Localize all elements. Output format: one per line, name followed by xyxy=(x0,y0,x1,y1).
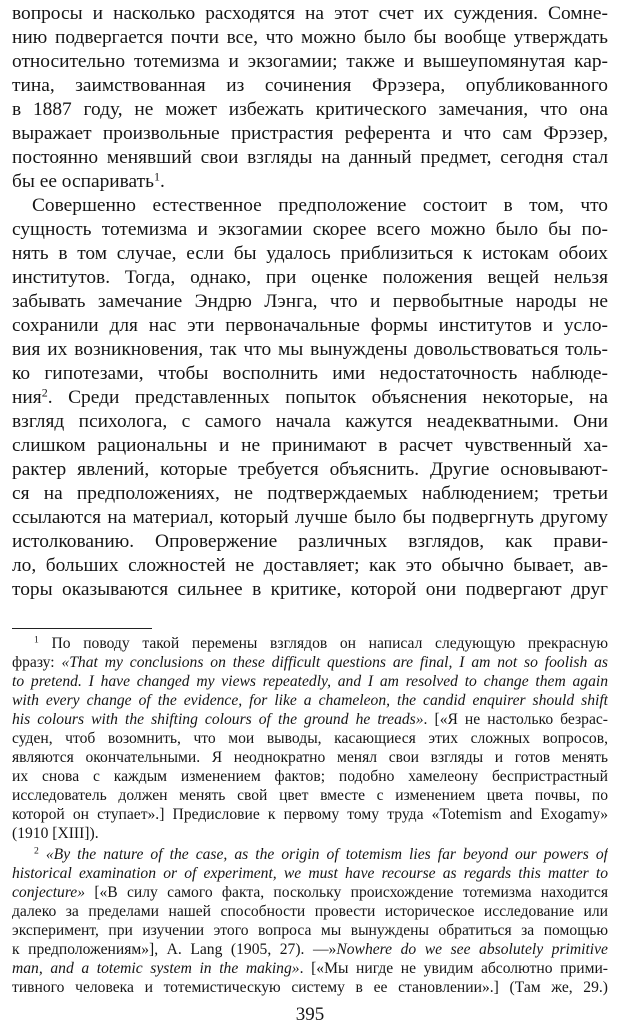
text-line: сущность тотемизма и экзогамии скорее всего можно было бы по- xyxy=(12,219,608,240)
footnote-2-line xyxy=(12,883,608,902)
text-line xyxy=(12,386,608,410)
text-fragment: бы ее оспаривать xyxy=(12,171,154,192)
footnote-2-line xyxy=(12,845,608,864)
text-line: слишком рациональны и не принимают в расчет чувственный ха- xyxy=(12,435,608,456)
footnote-marker: 1 xyxy=(34,634,39,646)
text-line: сохранили для нас эти первоначальные формы институтов и усло- xyxy=(12,315,608,336)
text-line: забывать замечание Эндрю Лэнга, что и первобытные народы не xyxy=(12,291,608,312)
text-fragment: к предположениям»], A. Lang (1905, 27). —» xyxy=(12,941,337,958)
text-line: нять в том случае, если бы удалось приблизиться к истокам обоих xyxy=(12,243,608,264)
footnote-1-line: их снова с каждым изменением фактов; подобно хамелеону беспристрастный xyxy=(12,768,608,785)
footnote-1-line: являются окончательными. Я неоднократно менял свои взгляды и готов менять xyxy=(12,749,608,766)
text-line: вопросы и насколько расходятся на этот счет их суждения. Сомне- xyxy=(12,3,608,24)
text-line: торы оказываются сильнее в критике, которой они подвергают друг xyxy=(12,579,608,600)
text-line: институтов. Тогда, однако, при оценке положения вещей нельзя xyxy=(12,267,608,288)
text-fragment: фразу: xyxy=(12,654,62,671)
text-line: ся на предположениях, не подтверждаемых наблюдением; третьи xyxy=(12,483,608,504)
footnote-1-line xyxy=(12,653,608,672)
footnote-2-line xyxy=(12,959,608,978)
footnote-ref-1[interactable]: 1 xyxy=(153,170,160,184)
text-line: ссылаются на материал, который лучше было бы подвергнуть другому xyxy=(12,507,608,528)
footnote-1-line: которой он ступает».] Предисловие к первому тому труда «Totemism and Exogamy» xyxy=(12,806,608,823)
footnote-marker: 2 xyxy=(34,845,39,857)
text-line: вия их возникновения, так что мы вынуждены довольствоваться толь- xyxy=(12,339,608,360)
text-fragment: . Среди представленных попыток объяснения некоторые, на xyxy=(47,387,608,408)
quote-fragment: «That my conclusions on these difficult questions are final, I am not so foolish as xyxy=(61,654,608,671)
footnote-ref-2[interactable]: 2 xyxy=(41,386,48,400)
text-fragment: [«В силу самого факта, поскольку происхождение тотемизма находится xyxy=(85,884,608,901)
text-line: ко гипотезами, чтобы восполнить ими недостаточность наблюде- xyxy=(12,363,608,384)
text-line: взгляд психолога, с самого начала кажутся неадекватными. Они xyxy=(12,411,608,432)
text-line xyxy=(12,170,608,194)
quote-fragment: Nowhere do we see absolutely primitive xyxy=(336,941,608,958)
text-fragment: По поводу такой перемены взглядов он написал следующую прекрасную xyxy=(51,635,608,652)
footnote-2-line xyxy=(12,940,608,959)
footnote-2-line: далеко за пределами нашей способности провести историческое исследование или xyxy=(12,903,608,920)
text-line: выражает произвольные пристрастия референта и что сам Фрэзер, xyxy=(12,123,608,144)
quote-fragment: his colours with the shifting colours of the ground he treads» xyxy=(12,711,424,728)
page-number: 395 xyxy=(295,1004,325,1025)
text-fragment: . [«Мы нигде не увидим абсолютно прими- xyxy=(299,960,608,977)
text-line: истолкованию. Опровержение различных взглядов, как прави- xyxy=(12,531,608,552)
footnote-1-line: to pretend. I have changed my views repeatedly, and I am resolved to change them again xyxy=(12,673,608,690)
footnote-2-line: historical examination or of experiment, we must have recourse as regards this matter to xyxy=(12,865,608,882)
footnote-1-line: with every change of the evidence, for like a chameleon, the candid enquirer should shift xyxy=(12,692,608,709)
footnote-2-line: тивного человека и тотемистическую систему в ее становлении».] (Там же, 29.) xyxy=(12,979,608,996)
text-fragment: . [«Я не настолько безрас- xyxy=(423,711,608,728)
text-line: тина, заимствованная из сочинения Фрэзера, опубликованного xyxy=(12,75,608,96)
footnote-1-line: исследователь должен менять свой цвет вместе с изменением цвета почвы, по xyxy=(12,787,608,804)
footnote-2-line: эксперимент, при изучении этого вопроса мы вынуждены обратиться за помощью xyxy=(12,922,608,939)
text-line: нию подвергается почти все, что можно было бы вообще утверждать xyxy=(12,27,608,48)
text-line: Совершенно естественное предположение состоит в том, что xyxy=(32,195,608,216)
quote-fragment: «By the nature of the case, as the origin of totemism lies far beyond our powers of xyxy=(45,846,608,863)
quote-fragment: man, and a totemic system in the making» xyxy=(12,960,300,977)
footnote-1-line: суден, чтоб возомнить, что мои выводы, касающиеся этих сложных вопросов, xyxy=(12,730,608,747)
text-line: в 1887 году, не может избежать критического замечания, что она xyxy=(12,99,608,120)
text-line: рактер явлений, которые требуется объяснить. Другие основывают- xyxy=(12,459,608,480)
footnote-1-line: (1910 [XIII]). xyxy=(12,825,99,842)
text-line: относительно тотемизма и экзогамии; также и вышеупомянутая кар- xyxy=(12,51,608,72)
footnote-separator xyxy=(12,628,152,629)
text-line: ло, больших сложностей не доставляет; как это обычно бывает, ав- xyxy=(12,555,608,576)
footnote-1-line xyxy=(12,710,608,729)
text-fragment: . xyxy=(159,171,165,192)
text-line: постоянно менявший свои взгляды на данный предмет, сегодня стал xyxy=(12,147,608,168)
quote-fragment: conjecture» xyxy=(12,884,86,901)
footnote-1-line xyxy=(12,634,608,653)
text-fragment: ния xyxy=(12,387,42,408)
